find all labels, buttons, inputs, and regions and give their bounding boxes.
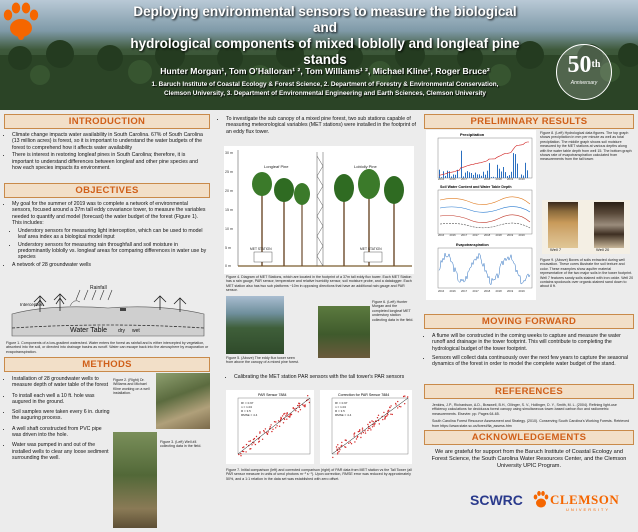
objective-sub-bullet: • Understory sensors for measuring rain throughfall and soil moisture in predominantly loblolly vs. longleaf areas for comparing differences in water use by species [18, 242, 208, 261]
figure-4-caption: Figure 4. Diagram of MET Stations, which are located in the footprint of a 37m tall eddy flux tower. Each MET Station has a rain gauge, PAR sensor, temperature and relative humidity sensor, soil moisture probe, and a datalogger. Each MET station also has two sub platforms ~10m in opposing directions that have an additional rain gauge and PAR sensor. [226, 275, 412, 293]
methods-text [4, 376, 110, 463]
acknowledgements-section [424, 430, 634, 470]
precipitation-bar [481, 176, 482, 178]
scatter-point [288, 416, 289, 417]
precipitation-bar [461, 151, 462, 178]
met-station-photo [318, 306, 370, 358]
scatter-point [397, 401, 398, 402]
scatter-point [371, 420, 372, 421]
scatter-point [337, 452, 338, 453]
scatter-point [262, 439, 263, 440]
scatter-point [356, 438, 357, 439]
objective-bullet: • My goal for the summer of 2019 was to complete a network of environmental sensors, focused around a 37m tall eddy covariance tower, to measure the variables needed to quantify and model (forecast) the water budget of the forest (Figure 1). This includes: [12, 201, 208, 226]
scatter-point [344, 446, 345, 447]
scatter-right-title: Correction for PAR Sensor 7884 [338, 393, 390, 397]
scatter-point [360, 437, 361, 438]
method-bullet: • To install each well a 10 ft. hole was augured in the ground. [12, 393, 110, 406]
scatter-point [270, 424, 271, 425]
scatter-point [270, 426, 271, 427]
wet-label: wet [132, 328, 140, 334]
scatter-point [250, 440, 251, 441]
x-tick-label: 2019 [518, 177, 525, 181]
scatter-point [354, 435, 355, 436]
x-tick-label: 2016 [449, 177, 456, 181]
diagram-y-tick: 25 m [225, 170, 233, 174]
scatter-point [339, 449, 340, 450]
x-tick-label: 2019 [507, 233, 514, 237]
scatter-point [338, 451, 339, 452]
scatter-point [304, 404, 305, 405]
clemson-logo: CLEMSON [550, 492, 620, 507]
precipitation-bar [491, 177, 492, 178]
objectives-text [4, 198, 210, 268]
scatter-point [378, 415, 379, 416]
diagram-y-tick: 10 m [225, 227, 233, 231]
scatter-point [369, 428, 370, 429]
scatter-stat: RMSE = 4.4 [335, 413, 352, 417]
objective-sub-bullet: • Understory sensors for measuring light interception, which can be used to model leaf area index as a biological model input [18, 228, 208, 241]
reference-item: Jenkins, J.P., Richardson, A.D., Braswell, B.H., Ollinger, S. V., Hollinger, D. Y., Smith, M. L. (2004). Refining light-use efficiency calculations for deciduous forest canopy using simultaneous tower-based carbon flux and radiometric measurements. Elsevier. pp. Pages 64-65. [432, 403, 617, 416]
scatter-point [283, 413, 284, 414]
x-tick-label: 2018 [495, 233, 502, 237]
precipitation-bar [525, 163, 526, 178]
scatter-point [388, 410, 389, 411]
scatter-point [348, 443, 349, 444]
diagram-y-tick: 15 m [225, 208, 233, 212]
x-tick-label: 2019 [518, 233, 525, 237]
scatter-point [345, 440, 346, 441]
scatter-point [250, 448, 251, 449]
moving-forward-bullet: • A flume will be constructed in the coming weeks to capture and measure the water runoff and drainage in the tower footprint. This will contribute to completing the hydrological budget of the tower footprint. [432, 333, 632, 352]
x-tick-label: 2017 [472, 289, 479, 293]
seal-suffix: th [591, 59, 601, 70]
scatter-point [397, 407, 398, 408]
precipitation-bar [503, 167, 504, 178]
x-tick-label: 2017 [461, 177, 468, 181]
diagram-y-tick: 0 m [225, 264, 231, 268]
figure-6-caption: Figure 6. (Left) Hunter Morgan and the completed longleaf MET understory station collecting data in the field. [372, 300, 414, 322]
well-photo [113, 432, 157, 528]
scatter-point [309, 402, 310, 403]
moving-forward-text [424, 329, 634, 367]
precipitation-bar [457, 170, 458, 178]
scatter-point [291, 414, 292, 415]
scatter-stat: n = 1.04 [241, 405, 252, 409]
scatter-point [256, 436, 257, 437]
seal-number: 50 [567, 52, 592, 78]
scatter-point [368, 428, 369, 429]
x-tick-label: 2016 [449, 289, 456, 293]
scatter-point [271, 431, 272, 432]
x-tick-label: 2019 [507, 289, 514, 293]
scatter-point [374, 424, 375, 425]
methods-heading: METHODS [4, 357, 210, 372]
precipitation-bar [447, 171, 448, 178]
scatter-point [245, 451, 246, 452]
met-station-diagram [224, 146, 414, 274]
scatter-point [251, 444, 252, 445]
scatter-point [253, 442, 254, 443]
poster-title [120, 4, 530, 68]
title-line-2: hydrological components of mixed loblolly and longleaf pine stands [130, 36, 520, 67]
figure-2-caption: Figure 2. (Right) Dr. Williams and Michael Kline working on a well installation. [113, 378, 150, 396]
scatter-point [286, 414, 287, 415]
scatter-point [361, 433, 362, 434]
scatter-point [362, 429, 363, 430]
par-scatter-corrected [320, 390, 412, 464]
scatter-point [373, 425, 374, 426]
affiliations-line-1: 1. Baruch Institute of Coastal Ecology & Forest Science, 2. Department of Forestry & Environmental Conservation, [151, 81, 499, 88]
method-bullet: • Soil samples were taken every 6 in. during the auguring process. [12, 409, 110, 422]
references-section [424, 384, 634, 428]
x-tick-label: 2018 [495, 289, 502, 293]
scatter-point [253, 439, 254, 440]
precipitation-bar [517, 164, 518, 178]
x-tick-label: 2016 [438, 289, 445, 293]
scatter-point [383, 412, 384, 413]
scatter-point [367, 424, 368, 425]
intro-bullet: • There is interest in restoring longleaf pines in South Carolina; therefore, it is important to understand differences between longleaf and other pine species and how each species impacts its environment. [12, 152, 208, 171]
moving-forward-section [424, 314, 634, 369]
x-tick-label: 2019 [507, 177, 514, 181]
authors: Hunter Morgan¹, Tom O’Halloran¹ ², Tom Williams¹ ², Michael Kline¹, Roger Bruce² [160, 66, 490, 76]
scatter-point [373, 421, 374, 422]
scatter-point [359, 429, 360, 430]
method-bullet: • Water was pumped in and out of the installed wells to clear any loose sediment surrounding the well. [12, 442, 110, 461]
objective-bullet: • A network of 28 groundwater wells [12, 262, 208, 268]
scatter-point [367, 430, 368, 431]
scatter-point [407, 396, 408, 397]
watershed-diagram [10, 284, 206, 340]
scatter-point [392, 414, 393, 415]
scatter-stat: n = 1.04 [335, 405, 346, 409]
anniversary-seal [556, 44, 612, 100]
scatter-point [286, 419, 287, 420]
figure-9-caption: Figure 9. (Above) Boxes of soils extracted during well excavation. These cores illustrate the soil texture and color. These examples show aquifer material representative of the two major soils in the tower footprint. Well 7 features sandy soils stained with iron oxide. Well 20 contains spodosols over organic-stained sand down to about 8 ft. [540, 258, 634, 289]
scatter-point [357, 437, 358, 438]
scatter-point [351, 443, 352, 444]
par-scatter-initial [226, 390, 314, 464]
scatter-point [263, 430, 264, 431]
left-column [4, 114, 210, 173]
scatter-point [390, 414, 391, 415]
center-bullet: • Calibrating the MET station PAR sensors with the tall tower's PAR sensors [234, 374, 416, 380]
scatter-point [400, 406, 401, 407]
interception-label: Interception [20, 302, 44, 307]
scatter-point [279, 426, 280, 427]
scatter-point [295, 410, 296, 411]
scatter-point [372, 426, 373, 427]
moving-forward-bullet: • Sensors will collect data continuously over the next few years to capture the seasonal dynamics of the forest in order to model the complete water budget of the stand. [432, 355, 632, 368]
scatter-point [395, 404, 396, 405]
scatter-point [377, 417, 378, 418]
scatter-point [300, 409, 301, 410]
diagram-y-tick: 30 m [225, 151, 233, 155]
title-banner [0, 0, 638, 110]
x-tick-label: 2019 [518, 289, 525, 293]
diagram-y-tick: 5 m [225, 246, 231, 250]
scatter-point [274, 421, 275, 422]
scatter-point [287, 412, 288, 413]
precipitation-bar [469, 172, 470, 178]
acknowledgements-heading: ACKNOWLEDGEMENTS [424, 430, 634, 445]
scatter-point [382, 419, 383, 420]
scatter-point [276, 425, 277, 426]
figure-1-caption: Figure 1. Components of a low-gradient watershed. Water enters the forest as rainfall and is either intercepted by vegetation, absorbed into the soil, or directed into drainage basins as runoff. Water can escape back into the atmosphere by evaporation or evapotranspiration. [6, 341, 209, 354]
rainfall-label: Rainfall [90, 285, 107, 291]
precipitation-bar [515, 154, 516, 178]
scatter-point [293, 407, 294, 408]
scatter-point [297, 405, 298, 406]
precipitation-bar [505, 172, 506, 178]
scatter-point [354, 441, 355, 442]
well-installation-photo [156, 373, 210, 429]
figure-3-caption: Figure 3. (Left) Well #4 collecting data in the field. [160, 440, 202, 449]
moving-forward-heading: MOVING FORWARD [424, 314, 634, 329]
et-chart-title: Evapotranspiration [456, 243, 489, 247]
hydrology-charts [426, 130, 536, 300]
reference-item: South Carolina Forest Resource Assessment and Strategy. (2010). Conserving South Carolina's Working Forests. Retrieved from https://www.state.sc.us/forest/fia_assess.htm [432, 419, 630, 428]
scatter-stat: R² = 0.97 [335, 401, 348, 405]
precipitation-bar [493, 177, 494, 178]
scatter-stat: R = 3.5 [241, 409, 251, 413]
introduction-text [4, 129, 210, 171]
introduction-heading: INTRODUCTION [4, 114, 210, 129]
scatter-point [248, 441, 249, 442]
scatter-point [243, 446, 244, 447]
scatter-point [404, 395, 405, 396]
preliminary-results-heading: PRELIMINARY RESULTS [424, 114, 634, 129]
scatter-point [282, 415, 283, 416]
figure-7-caption: Figure 7. Initial comparison (left) and corrected comparison (right) of PAR data from MET station vs the Tall Tower (all PAR sensor measure in units of umol photons m⁻² s⁻¹). Upon correction, RMSE error was reduced by approximately 50%, and a 1:1 relation in the data set was established with zero offset. [226, 468, 412, 481]
method-bullet: • A well shaft constructed from PVC pipe was driven into the hole. [12, 426, 110, 439]
scatter-point [307, 395, 308, 396]
x-tick-label: 2018 [495, 177, 502, 181]
scatter-point [246, 444, 247, 445]
tiger-paw-icon [533, 490, 549, 510]
methods-section [4, 357, 210, 372]
scatter-point [268, 431, 269, 432]
scatter-point [350, 442, 351, 443]
references-heading: REFERENCES [424, 384, 634, 399]
eddy-flux-tower-photo [226, 296, 284, 354]
x-tick-label: 2017 [472, 177, 479, 181]
objectives-heading: OBJECTIVES [4, 183, 210, 198]
scatter-point [278, 420, 279, 421]
scatter-point [370, 429, 371, 430]
scatter-point [275, 427, 276, 428]
precipitation-bar [513, 153, 514, 178]
scatter-point [299, 407, 300, 408]
center-intro-text [218, 116, 416, 136]
scatter-point [258, 441, 259, 442]
scwrc-logo: SCWRC [470, 492, 523, 508]
soil-water-chart-title: Soil Water Content and Water Table Depth [440, 185, 512, 189]
scatter-point [265, 428, 266, 429]
center-bullet: • To investigate the sub canopy of a mixed pine forest, two sub stations capable of measuring meteorological variables (MET stations) were installed in the footprint of an eddy flux tower. [226, 116, 416, 135]
scatter-point [243, 451, 244, 452]
scatter-point [264, 431, 265, 432]
precipitation-bar [479, 174, 480, 178]
scatter-point [283, 422, 284, 423]
scatter-stat: R² = 0.97 [241, 401, 254, 405]
scatter-point [390, 405, 391, 406]
scatter-point [404, 403, 405, 404]
scatter-point [290, 414, 291, 415]
x-tick-label: 2018 [484, 289, 491, 293]
affiliations-line-2: Clemson University, 3. Department of Environmental Engineering and Earth Sciences, Clemson University [164, 90, 486, 97]
scatter-point [362, 428, 363, 429]
title-line-1: Deploying environmental sensors to measure the biological and [133, 4, 517, 35]
longleaf-label: Longleaf Pine [264, 164, 289, 169]
clemson-university-text: UNIVERSITY [566, 507, 611, 512]
diagram-y-tick: 20 m [225, 189, 233, 193]
scatter-point [365, 432, 366, 433]
acknowledgements-text: We are grateful for support from the Baruch Institute of Coastal Ecology and Forest Science, the South Carolina Water Resources Center, and the Clemson University UPIC Program. [431, 449, 627, 469]
scatter-left-title: PAR Sensor 7884 [258, 393, 287, 397]
seal-text: Anniversary [570, 80, 598, 86]
soil-core-photo [542, 200, 630, 254]
scatter-point [369, 422, 370, 423]
scatter-point [353, 433, 354, 434]
figure-5-caption: Figure 5. (Above) The eddy flux tower seen from above the canopy of a mixed pine forest. [226, 356, 299, 365]
well-20-label: Well 20 [596, 247, 610, 252]
x-tick-label: 2016 [438, 177, 445, 181]
scatter-point [303, 405, 304, 406]
precipitation-chart-title: Precipitation [460, 132, 485, 137]
scatter-point [379, 423, 380, 424]
x-tick-label: 2016 [438, 233, 445, 237]
x-tick-label: 2017 [472, 233, 479, 237]
scatter-point [336, 446, 337, 447]
scatter-point [363, 432, 364, 433]
scatter-point [399, 406, 400, 407]
figure-8-caption: Figure 8. (Left) Hydrological data figures. The top graph shows precipitation in mm per minute as well as total precipitation. The middle graph shows soil moisture measured by the MET stations at various depths along with the water table depth from well 15. The bottom graph shows rate of evapotranspiration calculated from measurements from the tall tower. [540, 131, 632, 162]
scatter-point [403, 396, 404, 397]
scatter-point [298, 403, 299, 404]
x-tick-label: 2016 [449, 233, 456, 237]
scatter-point [359, 431, 360, 432]
loblolly-label: Loblolly Pine [354, 164, 377, 169]
x-tick-label: 2018 [484, 233, 491, 237]
scatter-point [259, 431, 260, 432]
tiger-paw-logo [0, 0, 42, 42]
affiliations [110, 80, 540, 98]
met-station-label: MET STATION [250, 247, 272, 251]
scatter-point [255, 444, 256, 445]
scatter-point [386, 415, 387, 416]
scatter-point [280, 417, 281, 418]
scatter-point [332, 457, 333, 458]
precipitation-bar [527, 170, 528, 178]
scatter-point [267, 433, 268, 434]
method-bullet: • Installation of 28 groundwater wells to measure depth of water table of the forest [12, 376, 110, 389]
dry-label: dry [118, 328, 125, 334]
scatter-point [240, 455, 241, 456]
scatter-stat: R = 3.5 [335, 409, 345, 413]
met-station-label: MET STATION [360, 247, 382, 251]
scatter-point [385, 416, 386, 417]
scatter-point [298, 411, 299, 412]
intro-bullet: • Climate change impacts water availability in South Carolina. 67% of South Carolina (13 million acres) is forest, so it is important to understand the water budgets of the forest to comprehend how it affects water availability [12, 132, 208, 151]
precipitation-bar [445, 176, 446, 178]
precipitation-bar [489, 163, 490, 178]
scatter-point [341, 442, 342, 443]
x-tick-label: 2017 [461, 233, 468, 237]
scatter-point [389, 407, 390, 408]
calibration-text [226, 374, 416, 382]
objectives-section [4, 183, 210, 270]
scatter-point [272, 429, 273, 430]
scatter-point [284, 419, 285, 420]
scatter-stat: RMSE = 4.4 [241, 413, 258, 417]
scatter-point [275, 421, 276, 422]
scatter-point [337, 444, 338, 445]
scatter-point [364, 430, 365, 431]
preliminary-results-section [424, 114, 634, 129]
loblolly-pine-trees [334, 169, 404, 266]
scatter-point [240, 453, 241, 454]
well-7-label: Well 7 [550, 247, 562, 252]
scatter-point [395, 403, 396, 404]
x-tick-label: 2017 [461, 289, 468, 293]
water-table-label: Water Table [70, 327, 107, 334]
x-tick-label: 2018 [484, 177, 491, 181]
